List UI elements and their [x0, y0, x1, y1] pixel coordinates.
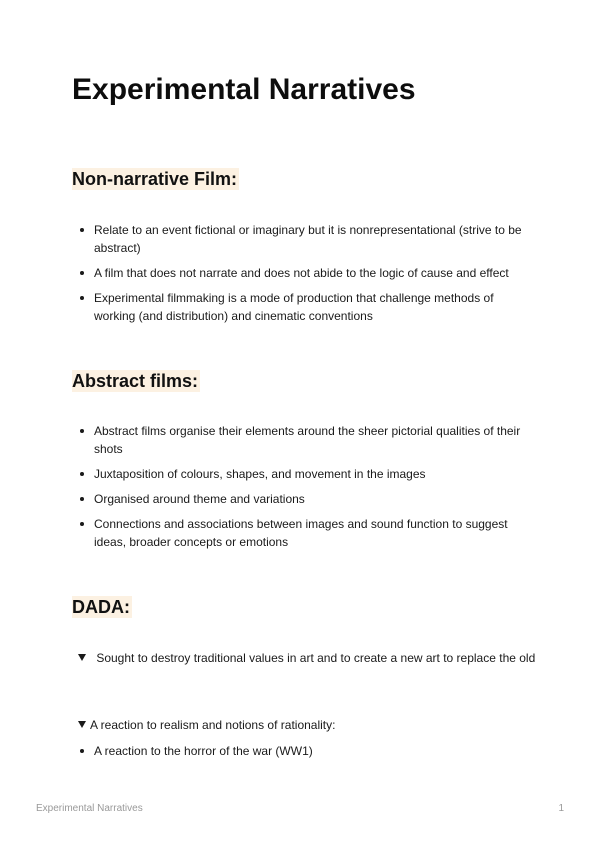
- list-item-text: Abstract films organise their elements around the sheer pictorial qualities of their shots: [94, 424, 521, 456]
- list-item-text: Organised around theme and variations: [94, 492, 305, 506]
- bullet-icon: [80, 296, 84, 300]
- list-item: [78, 289, 538, 325]
- list-item: [78, 490, 538, 508]
- list-item: [78, 465, 538, 483]
- triangle-down-icon[interactable]: [78, 721, 86, 728]
- toggle-item[interactable]: [78, 649, 538, 667]
- list-item-text: A film that does not narrate and does not abide to the logic of cause and effect: [94, 266, 509, 280]
- list-item-text: Connections and associations between images and sound function to suggest ideas, broader concepts or emotions: [94, 517, 508, 549]
- bullet-icon: [80, 497, 84, 501]
- footer-document-name: Experimental Narratives: [36, 803, 143, 814]
- bullet-icon: [80, 228, 84, 232]
- section-heading-non-narrative-film: [72, 168, 239, 190]
- list-item: [78, 264, 538, 282]
- bullet-icon: [80, 749, 84, 753]
- bullet-icon: [80, 429, 84, 433]
- dada-list: [78, 742, 538, 767]
- section-heading-text: Abstract films:: [72, 371, 199, 391]
- section-heading-abstract-films: [72, 370, 200, 392]
- list-item: [78, 422, 538, 458]
- list-item-text: A reaction to the horror of the war (WW1): [94, 744, 313, 758]
- page-title: Experimental Narratives: [72, 73, 416, 106]
- abstract-films-list: [78, 422, 538, 558]
- list-item: [78, 221, 538, 257]
- list-item-text: Juxtaposition of colours, shapes, and movement in the images: [94, 467, 426, 481]
- toggle-item[interactable]: [78, 716, 538, 734]
- bullet-icon: [80, 522, 84, 526]
- section-heading-text: DADA:: [72, 597, 130, 617]
- bullet-icon: [80, 472, 84, 476]
- list-item-text: Experimental filmmaking is a mode of production that challenge methods of working (and distribution) and cinematic conventions: [94, 291, 494, 323]
- section-heading-text: Non-narrative Film:: [72, 169, 238, 189]
- list-item: [78, 515, 538, 551]
- toggle-item-text: A reaction to realism and notions of rationality:: [90, 718, 336, 732]
- list-item-text: Relate to an event fictional or imaginary but it is nonrepresentational (strive to be abstract): [94, 223, 522, 255]
- list-item: [78, 742, 538, 760]
- non-narrative-film-list: [78, 221, 538, 332]
- bullet-icon: [80, 271, 84, 275]
- footer-page-number: 1: [558, 803, 564, 814]
- triangle-down-icon[interactable]: [78, 654, 86, 661]
- toggle-item-text: Sought to destroy traditional values in art and to create a new art to replace the old: [93, 651, 536, 665]
- section-heading-dada: [72, 596, 132, 618]
